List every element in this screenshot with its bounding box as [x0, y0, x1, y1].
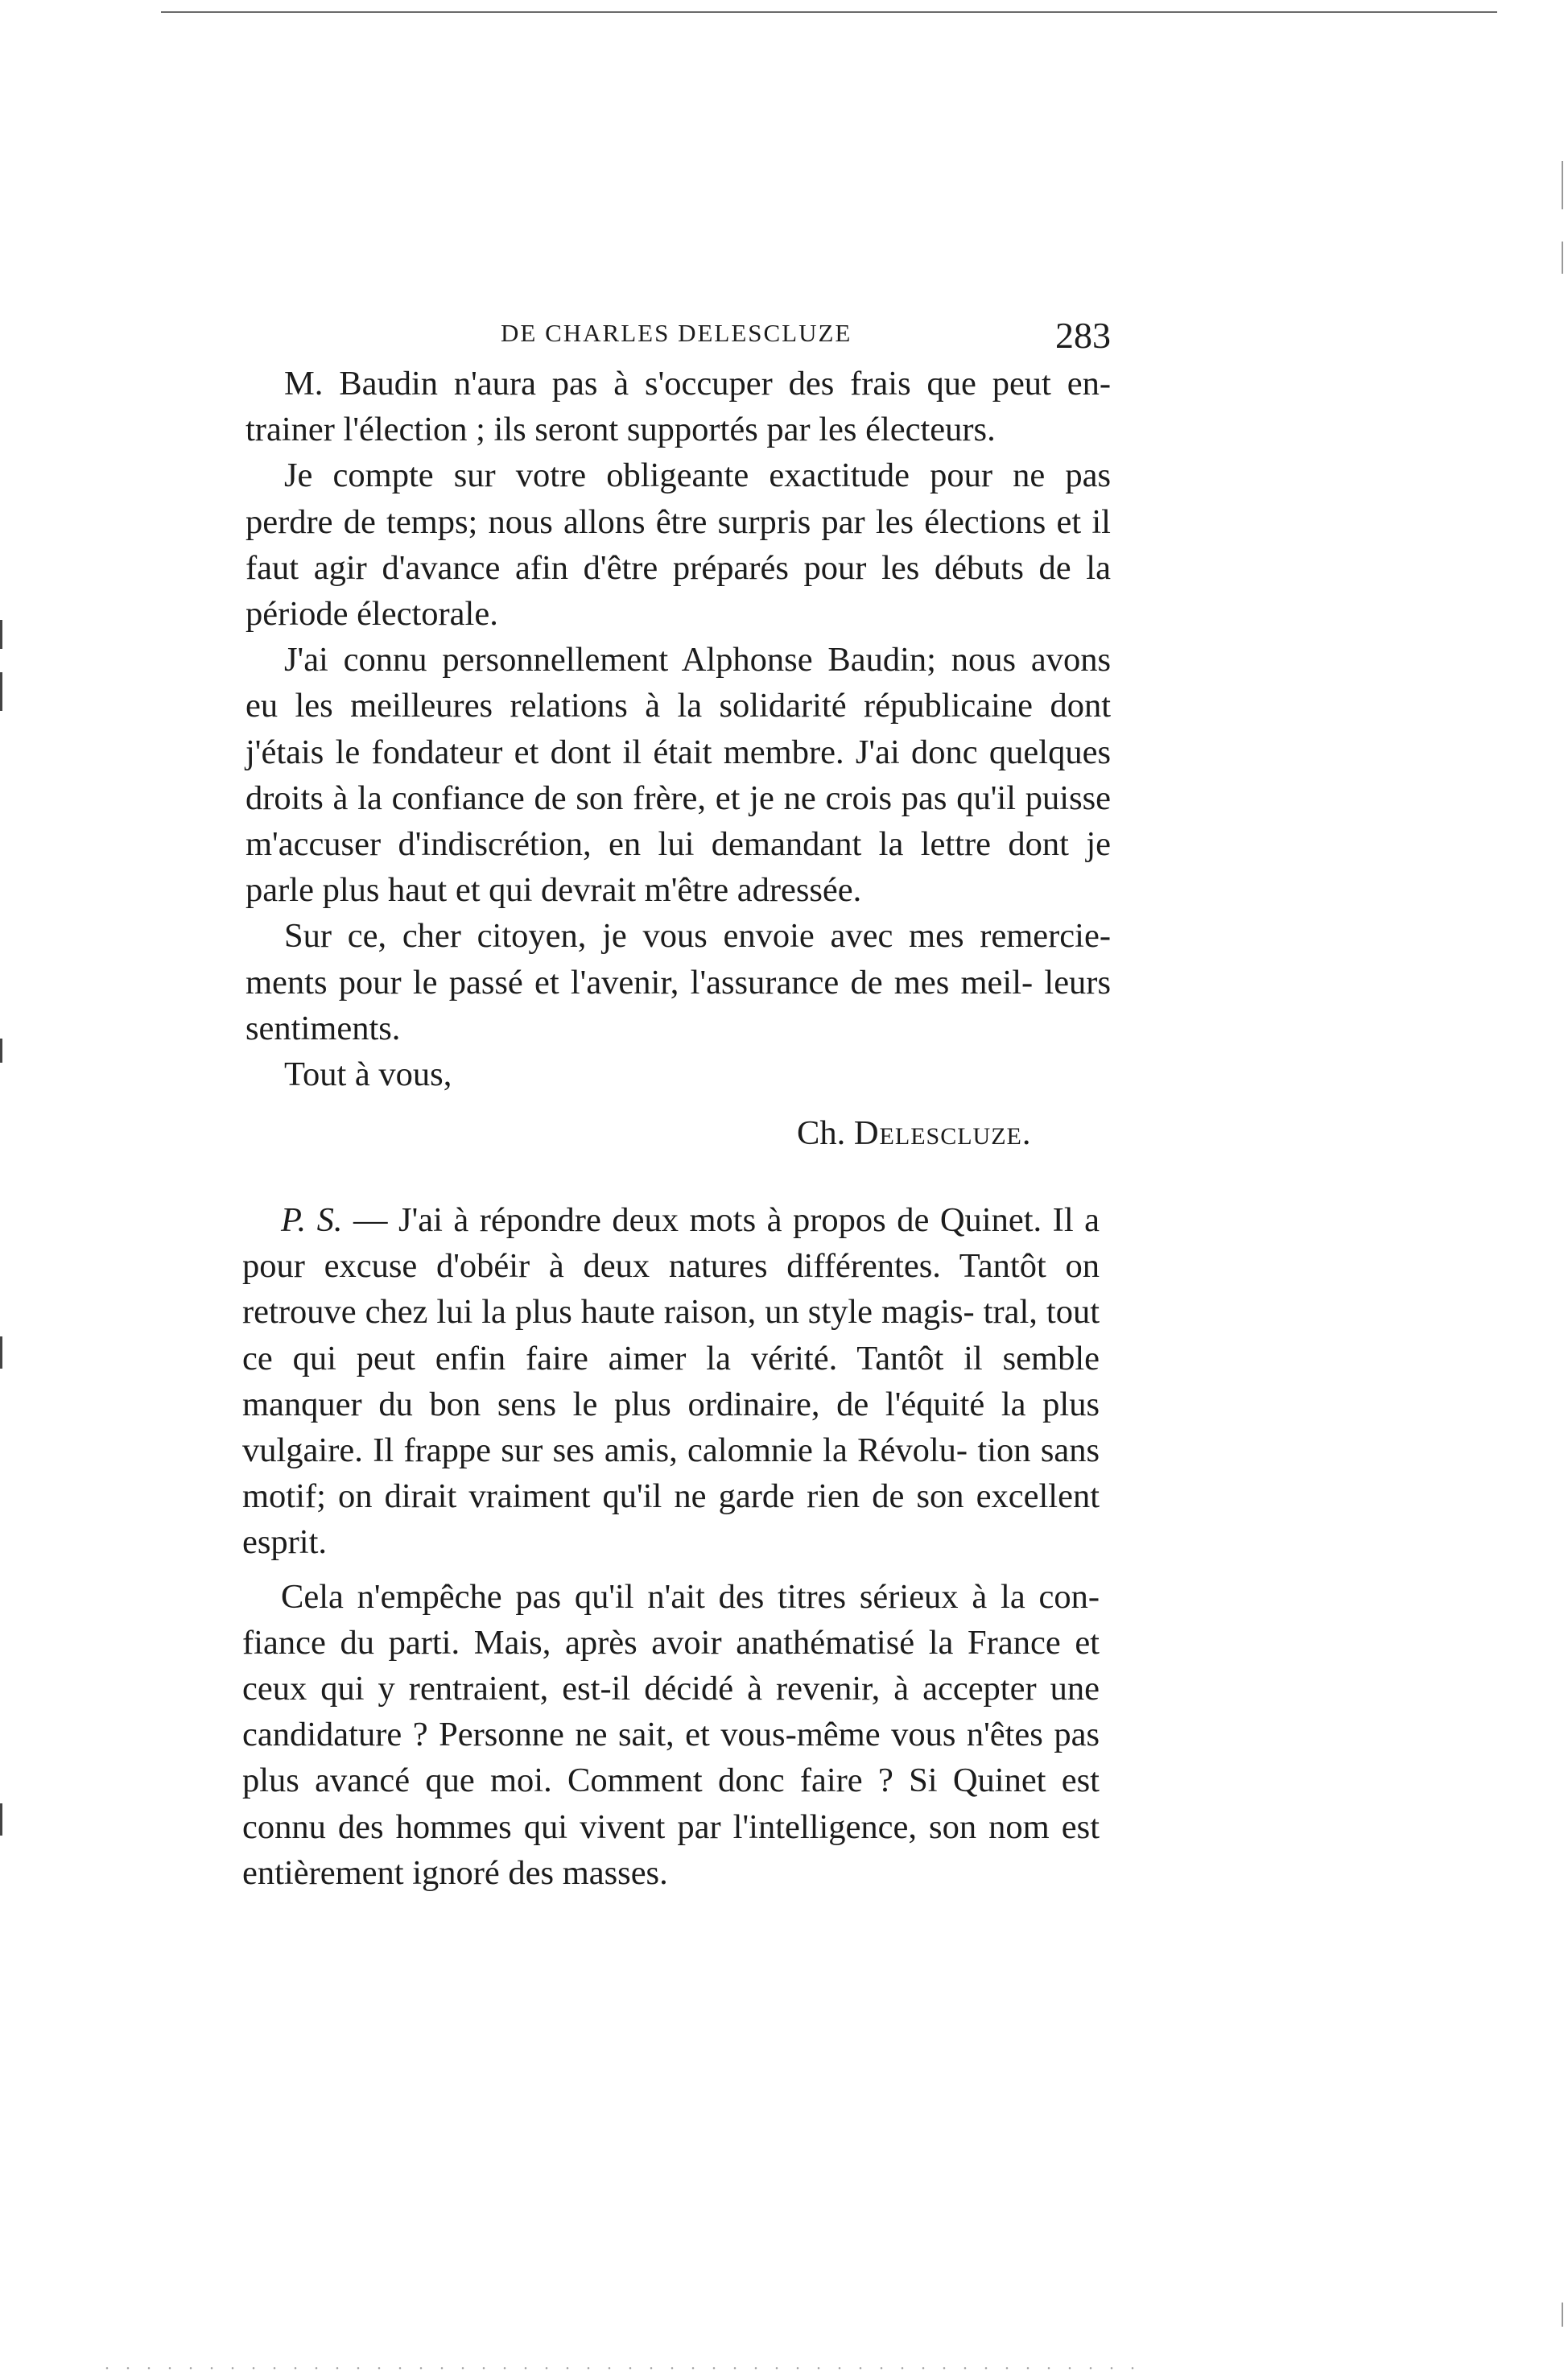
postscript: [242, 1197, 1100, 1896]
text-line: la plus vulgaire. Il frappe sur ses amis, calomnie la Révolu-: [242, 1385, 1100, 1470]
scan-margin-mark: [0, 672, 2, 711]
text-line: leurs sentiments.: [246, 963, 1112, 1047]
text-line: on retrouve chez lui la plus haute raison, un style magis-: [242, 1247, 1100, 1332]
text-line: tral, tout ce qui peut enfin faire aimer la vérité. Tantôt il: [242, 1293, 1100, 1377]
text-line: Il a pour excuse d'obéir à deux natures différentes. Tantôt: [242, 1201, 1100, 1286]
text-line: Je compte sur votre obligeante exactitude pour ne pas: [284, 456, 1111, 495]
paragraph: [246, 361, 1111, 452]
text-line: candidature ? Personne ne sait, et vous-même vous n'êtes: [242, 1716, 1043, 1754]
text-line: ments pour le passé et l'avenir, l'assurance de mes meil-: [246, 963, 1034, 1002]
text-line: quelques droits à la confiance de son frère, et je ne crois pas: [246, 733, 1111, 817]
text-line: nom est entièrement ignoré des masses.: [242, 1807, 1100, 1892]
page-header: [241, 314, 1111, 357]
paragraph: [242, 1574, 1100, 1896]
text-line: M. Baudin n'aura pas à s'occuper des frais que peut en-: [284, 365, 1111, 403]
text-line: perdre de temps; nous allons être surpris par les élections: [246, 502, 1046, 541]
text-line: dont j'étais le fondateur et dont il était membre. J'ai donc: [246, 687, 1112, 771]
page-top-edge: [161, 11, 1497, 13]
paragraph: [246, 637, 1111, 913]
signature-initial: Ch.: [797, 1114, 846, 1152]
signature: [797, 1110, 1032, 1156]
text-line: pas plus avancé que moi. Comment donc faire ? Si Quinet: [242, 1716, 1100, 1800]
scan-margin-mark: [0, 620, 2, 649]
paragraph: [242, 1197, 1100, 1566]
scan-margin-mark: [0, 1039, 2, 1063]
text-line: fiance du parti. Mais, après avoir anathématisé la France et: [242, 1623, 1100, 1662]
page-number: 283: [1055, 315, 1111, 356]
text-line: et il faut agir d'avance afin d'être préparés pour les débuts: [246, 502, 1111, 587]
text-line: ceux qui y rentraient, est-il décidé à revenir, à accepter une: [242, 1670, 1100, 1708]
scan-margin-mark: [1562, 2303, 1563, 2327]
scan-margin-mark: [1562, 161, 1563, 209]
text-line: semble manquer du bon sens le plus ordinaire, de l'équité: [242, 1339, 1100, 1423]
letter-body: [246, 361, 1111, 1097]
scan-noise-dots: [97, 2367, 1143, 2369]
scan-margin-mark: [0, 1336, 2, 1369]
text-line: J'ai connu personnellement Alphonse Baudin; nous: [284, 641, 1017, 679]
signature-name: Delescluze.: [853, 1114, 1032, 1152]
text-line: Tout à vous,: [284, 1055, 452, 1094]
text-line: qu'il puisse m'accuser d'indiscrétion, en lui demandant la: [246, 779, 1112, 864]
running-head: DE CHARLES DELESCLUZE: [501, 319, 852, 347]
text-line: de la période électorale.: [246, 548, 1111, 634]
text-line: trainer l'élection ; ils seront supportés par les électeurs.: [246, 411, 996, 449]
text-line: — J'ai à répondre deux mots à propos de Quinet.: [353, 1201, 1042, 1239]
text-line: Sur ce, cher citoyen, je vous envoie avec mes remercie-: [284, 917, 1111, 956]
paragraph: [246, 913, 1111, 1051]
postscript-label: P. S.: [281, 1201, 343, 1239]
scan-margin-mark: [1562, 242, 1563, 274]
text-line: avons eu les meilleures relations à la solidarité républicaine: [246, 641, 1111, 725]
paragraph: [246, 452, 1111, 637]
scan-margin-mark: [0, 1803, 2, 1836]
text-line: Cela n'empêche pas qu'il n'ait des titres sérieux à la con-: [281, 1577, 1100, 1616]
text-line: est connu des hommes qui vivent par l'intelligence, son: [242, 1762, 1100, 1846]
closing: [246, 1051, 1111, 1097]
text-line: lettre dont je parle plus haut et qui devrait m'être adressée.: [246, 825, 1111, 910]
text-line: tion sans motif; on dirait vraiment qu'il ne garde rien de: [242, 1431, 1100, 1516]
text-line: son excellent esprit.: [242, 1477, 1100, 1562]
